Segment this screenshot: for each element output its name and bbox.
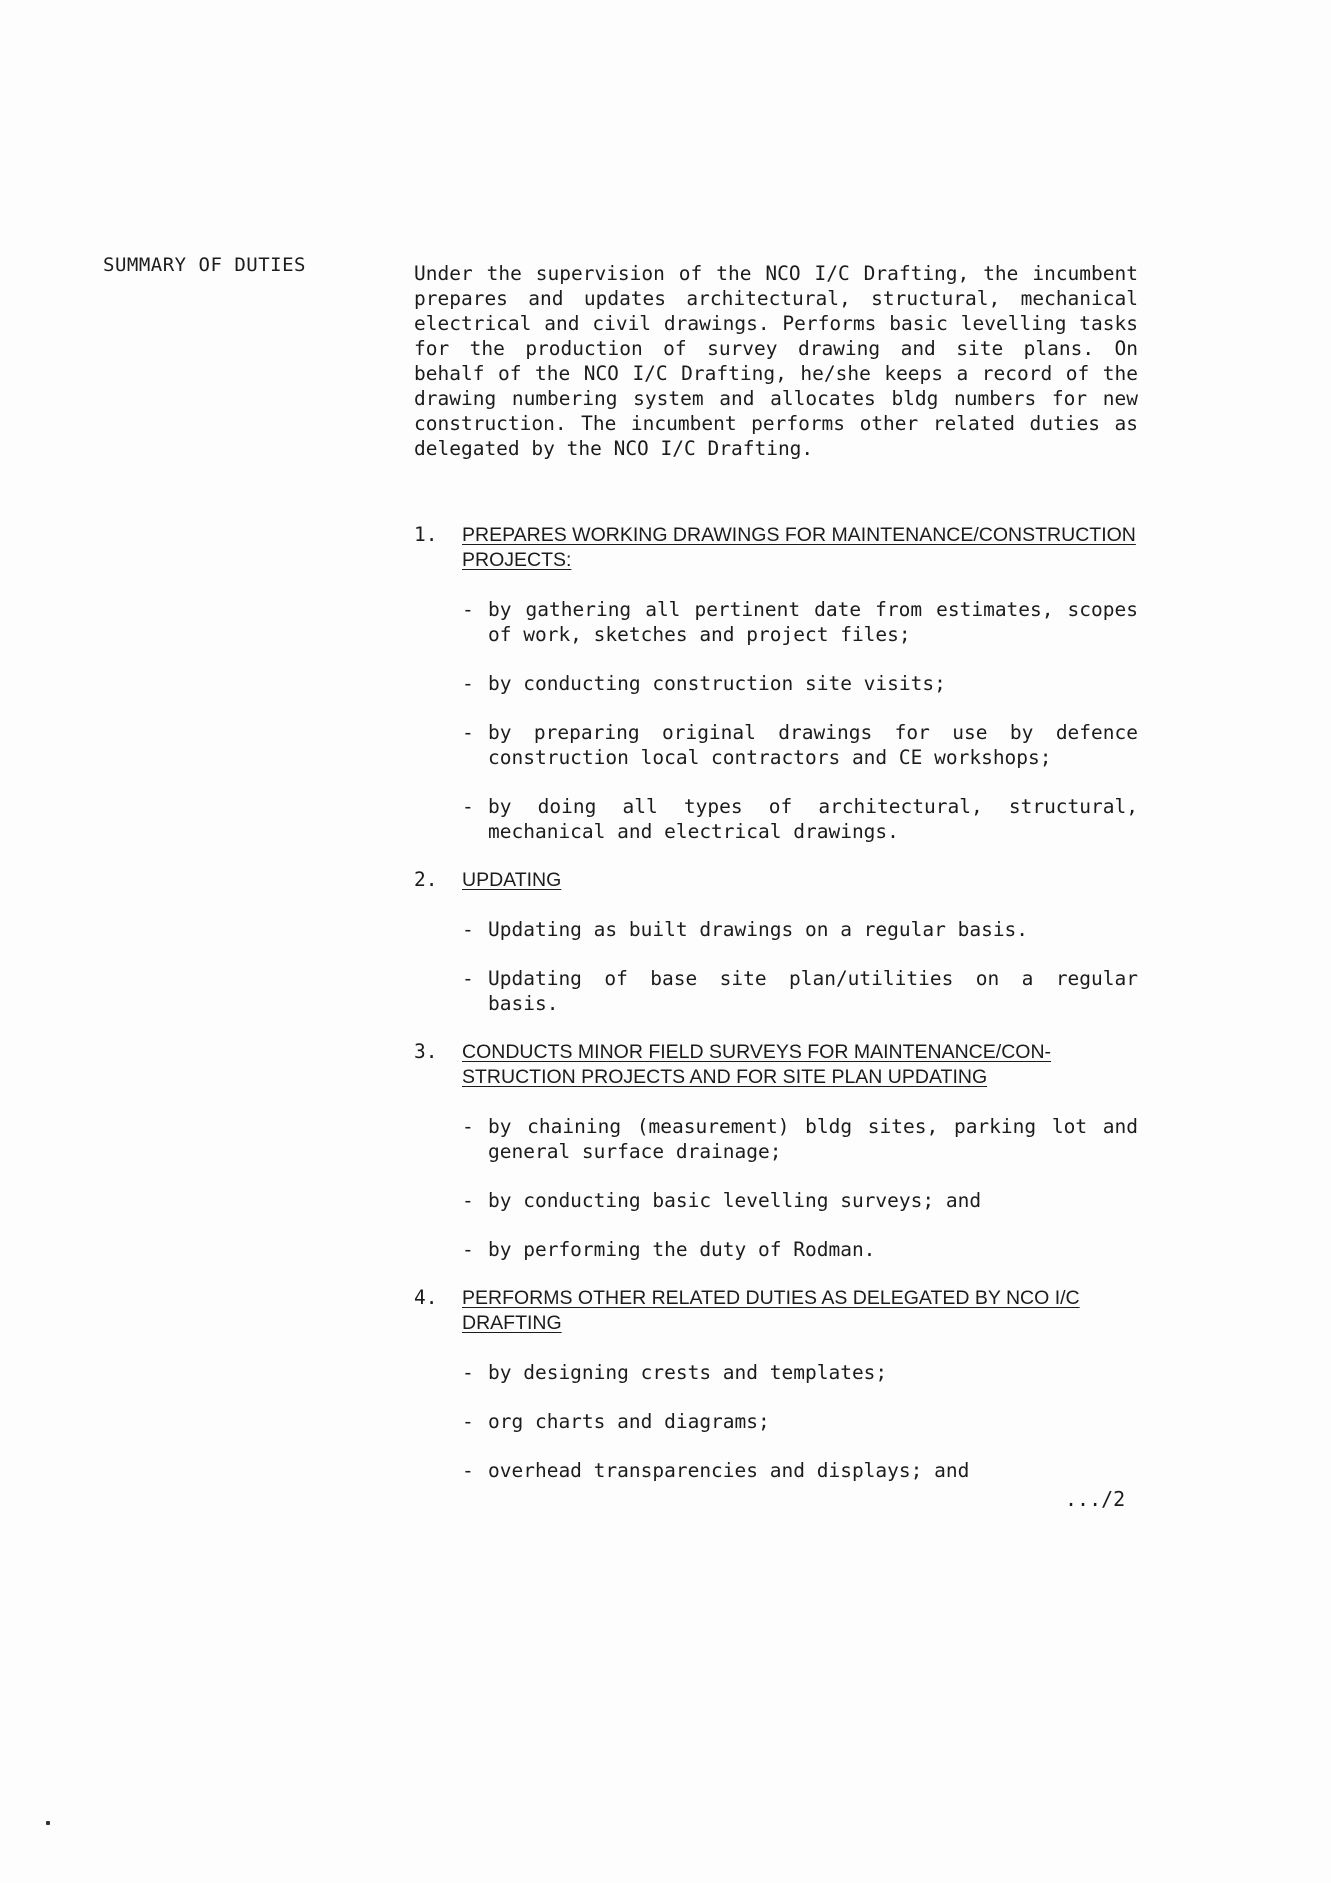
section-heading: PREPARES WORKING DRAWINGS FOR MAINTENANCE/CONSTRUCTION PROJECTS: (462, 524, 1136, 571)
section-heading: CONDUCTS MINOR FIELD SURVEYS FOR MAINTENANCE/CON-STRUCTION PROJECTS AND FOR SITE PLAN UPDATING (462, 1041, 1052, 1088)
duty-section-3 (414, 1040, 1138, 1262)
section-number: 4. (414, 1286, 438, 1309)
item-text: Updating as built drawings on a regular basis. (488, 918, 1029, 941)
dash-bullet: - (462, 1459, 474, 1482)
list-item (462, 1237, 1138, 1262)
item-text: by conducting construction site visits; (488, 672, 946, 695)
dash-bullet: - (462, 672, 474, 695)
list-item (462, 597, 1138, 647)
dash-bullet: - (462, 1410, 474, 1433)
item-text: by conducting basic levelling surveys; and (488, 1189, 982, 1212)
duty-section-4 (414, 1286, 1138, 1483)
list-item (462, 1188, 1138, 1213)
item-text: Updating of base site plan/utilities on a regular basis. (488, 967, 1138, 1015)
list-item (462, 1360, 1138, 1385)
dash-bullet: - (462, 1238, 474, 1261)
list-item (462, 671, 1138, 696)
continuation-marker: .../2 (1065, 1487, 1126, 1511)
section-items (462, 1114, 1138, 1262)
section-items (462, 1360, 1138, 1483)
section-number: 2. (414, 868, 438, 891)
item-text: by preparing original drawings for use by defence construction local contractors and CE workshops; (488, 721, 1138, 769)
duty-sections (414, 523, 1138, 1483)
intro-paragraph: Under the supervision of the NCO I/C Drafting, the incumbent prepares and updates architectural, structural, mechanical electrical and civil drawings. Performs basic levelling tasks for the production of survey drawing and site plans. On behalf of the NCO I/C Drafting, he/she keeps a record of the drawing numbering system and allocates bldg numbers for new construction. The incumbent performs other related duties as delegated by the NCO I/C Drafting. (414, 262, 1138, 460)
item-text: by gathering all pertinent date from estimates, scopes of work, sketches and project files; (488, 598, 1138, 646)
item-text: by designing crests and templates; (488, 1361, 888, 1384)
summary-of-duties-heading: SUMMARY OF DUTIES (103, 254, 306, 276)
item-text: by doing all types of architectural, structural, mechanical and electrical drawings. (488, 795, 1138, 843)
duty-section-1 (414, 523, 1138, 844)
dash-bullet: - (462, 598, 474, 621)
item-text: org charts and diagrams; (488, 1410, 770, 1433)
list-item (462, 1458, 1138, 1483)
duties-content (414, 261, 1138, 1483)
list-item (462, 720, 1138, 770)
section-number: 3. (414, 1040, 438, 1063)
list-item (462, 1114, 1138, 1164)
section-items (462, 917, 1138, 1016)
section-heading: PERFORMS OTHER RELATED DUTIES AS DELEGATED BY NCO I/C DRAFTING (462, 1287, 1080, 1334)
item-text: by performing the duty of Rodman. (488, 1238, 876, 1261)
item-text: overhead transparencies and displays; and (488, 1459, 970, 1482)
list-item (462, 1409, 1138, 1434)
duty-section-2 (414, 868, 1138, 1016)
dash-bullet: - (462, 1189, 474, 1212)
list-item (462, 794, 1138, 844)
scan-speck (46, 1821, 50, 1825)
section-heading: UPDATING (462, 869, 562, 891)
section-number: 1. (414, 523, 438, 546)
section-items (462, 597, 1138, 844)
dash-bullet: - (462, 795, 474, 818)
dash-bullet: - (462, 1361, 474, 1384)
dash-bullet: - (462, 721, 474, 744)
list-item (462, 917, 1138, 942)
item-text: by chaining (measurement) bldg sites, parking lot and general surface drainage; (488, 1115, 1138, 1163)
dash-bullet: - (462, 1115, 474, 1138)
dash-bullet: - (462, 967, 474, 990)
dash-bullet: - (462, 918, 474, 941)
list-item (462, 966, 1138, 1016)
